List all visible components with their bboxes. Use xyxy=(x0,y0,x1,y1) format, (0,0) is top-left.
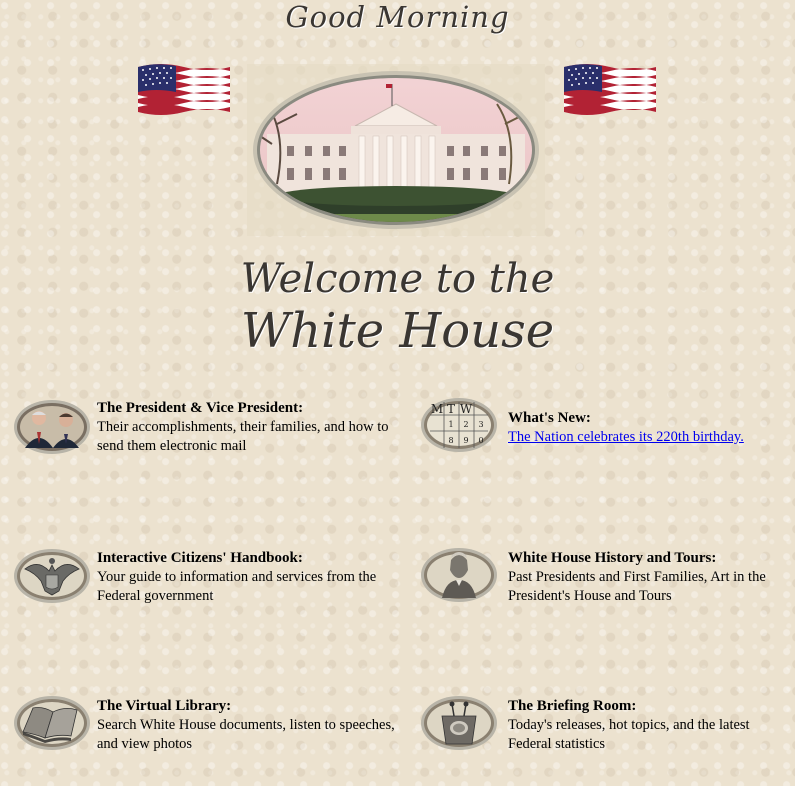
american-flag-icon xyxy=(562,62,657,116)
whats-new-link[interactable]: The Nation celebrates its 220th birthday. xyxy=(508,429,744,445)
calendar-day-9: 9 xyxy=(463,436,469,445)
american-flag-icon xyxy=(136,62,231,116)
calendar-day-8: 8 xyxy=(448,436,454,445)
history-title[interactable]: White House History and Tours: xyxy=(508,550,717,566)
handbook-title[interactable]: Interactive Citizens' Handbook: xyxy=(97,550,303,566)
calendar-header-w: W xyxy=(459,402,473,416)
president-title[interactable]: The President & Vice President: xyxy=(97,400,304,416)
president-vice-president-portrait-icon[interactable] xyxy=(13,398,91,456)
history-description-line-2: President's House and Tours xyxy=(508,588,672,604)
library-title[interactable]: The Virtual Library: xyxy=(97,698,232,714)
calendar-icon[interactable] xyxy=(420,396,498,454)
president-description-line-1: Their accomplishments, their families, and how to xyxy=(97,419,389,435)
calendar-day-3: 3 xyxy=(478,420,484,429)
greeting-title: Good Morning xyxy=(285,0,510,34)
white-house-photo xyxy=(247,64,545,236)
welcome-line-2: White House xyxy=(240,303,555,359)
calendar-day-1: 1 xyxy=(448,420,454,429)
library-description-line-1: Search White House documents, listen to speeches, xyxy=(97,717,395,733)
open-book-icon[interactable] xyxy=(13,694,91,752)
george-washington-bust-icon[interactable] xyxy=(420,546,498,604)
calendar-day-2: 2 xyxy=(463,420,469,429)
briefing-title[interactable]: The Briefing Room: xyxy=(508,698,637,714)
handbook-description-line-1: Your guide to information and services from the xyxy=(97,569,377,585)
library-description-line-2: and view photos xyxy=(97,736,193,752)
welcome-line-1: Welcome to the xyxy=(240,256,555,302)
briefing-podium-icon[interactable] xyxy=(420,694,498,752)
handbook-description-line-2: Federal government xyxy=(97,588,214,604)
calendar-day-0: 0 xyxy=(478,436,484,445)
whats-new-title[interactable]: What's New: xyxy=(508,410,591,426)
president-description-line-2: send them electronic mail xyxy=(97,438,247,454)
history-description-line-1: Past Presidents and First Families, Art in the xyxy=(508,569,766,585)
calendar-header-t: T xyxy=(446,402,456,416)
presidential-seal-eagle-icon[interactable] xyxy=(13,547,91,605)
briefing-description-line-2: Federal statistics xyxy=(508,736,606,752)
briefing-description-line-1: Today's releases, hot topics, and the latest xyxy=(508,717,750,733)
calendar-header-m: M xyxy=(430,402,444,416)
